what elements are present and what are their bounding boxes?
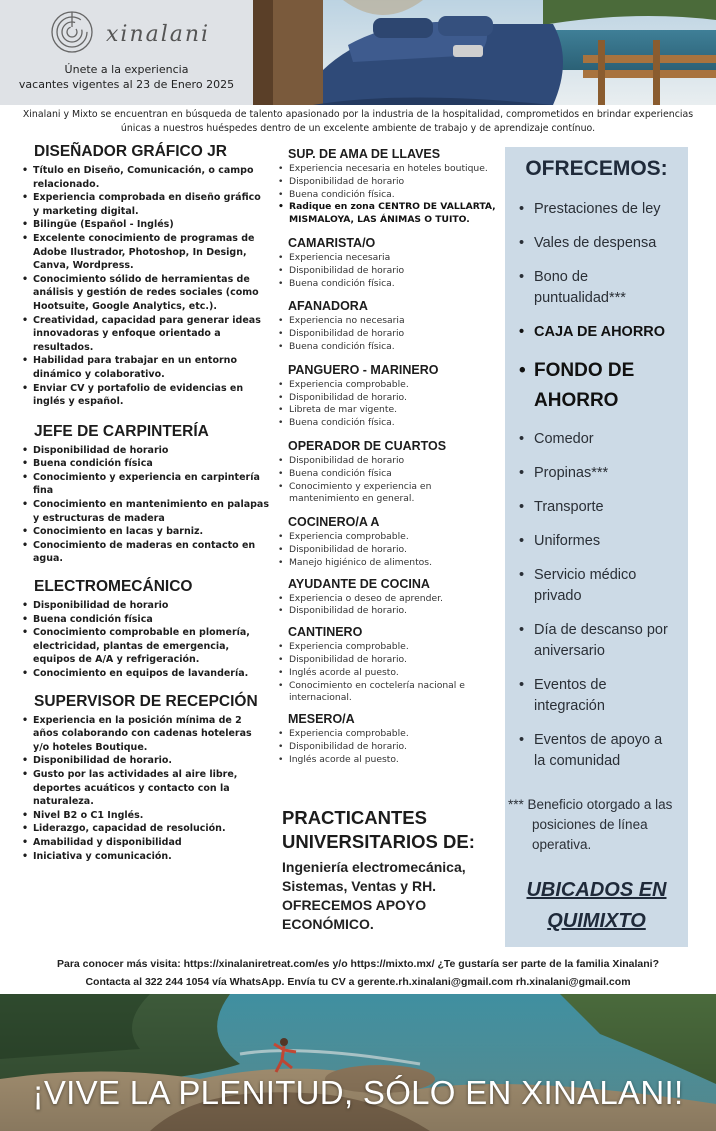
job-camarista [276,236,504,290]
job-title: COCINERO/A A [288,515,380,530]
job-title: CAMARISTA/O [288,235,376,250]
practicantes-body: Ingeniería electromecánica, Sistemas, Ventas y RH. OFRECEMOS APOYO ECONÓMICO. [282,859,466,932]
list-item: • Excelente conocimiento de programas de Adobe Ilustrador, Photoshop, In Design, Canva, Wordpress. [20,232,270,273]
bedroom-photo-illustration [253,0,716,105]
bedroom-photo [253,0,716,105]
job-title: OPERADOR DE CUARTOS [288,438,447,453]
list-item: • Inglés acorde al puesto. [276,667,504,680]
job-operador-cuartos [276,439,504,506]
beach-banner [0,994,716,1131]
job-panguero-marinero [276,363,504,430]
list-item: • CAJA DE AHORRO [517,322,676,343]
list-item: • Creatividad, capacidad para generar ideas innovadoras y enfoque orientado a resultados. [20,314,270,355]
list-item: • Prestaciones de ley [517,199,676,220]
list-item: • Título en Diseño, Comunicación, o campo relacionado. [20,164,270,191]
job-title: JEFE DE CARPINTERÍA [34,422,209,440]
job-jefe-carpinteria [20,423,270,566]
list-item: • Buena condición física. [276,189,504,202]
requirements-list [276,641,504,705]
list-item: • Día de descanso por aniversario [517,620,676,662]
list-item: • Conocimiento comprobable en plomería, electricidad, plantas de emergencia, equipos de A/A y refrigeración. [20,626,270,667]
list-item: • Buena condición física [20,457,270,471]
middle-job-column [276,147,504,767]
left-job-column [20,143,270,863]
requirements-list [20,714,270,864]
header [0,0,716,105]
contact-info [0,955,716,991]
list-item: • Disponibilidad de horario [276,455,504,468]
list-item: • Servicio médico privado [517,565,676,607]
requirements-list [20,599,270,681]
list-item: • Experiencia comprobada en diseño gráfico y marketing digital. [20,191,270,218]
benefits-title: OFRECEMOS: [525,157,668,180]
location-label: UBICADOS EN QUIMIXTO [526,879,667,932]
benefits-footnote: *** Beneficio otorgado a las posiciones de línea operativa. [508,797,673,852]
list-item: • Comedor [517,429,676,450]
list-item: • Conocimiento en coctelería nacional e internacional. [276,680,504,706]
list-item: • Habilidad para trabajar en un entorno dinámico y colaborativo. [20,354,270,381]
list-item: • Experiencia necesaria [276,252,504,265]
list-item: • Disponibilidad de horario [276,265,504,278]
list-item: • Experiencia o deseo de aprender. [276,593,504,606]
requirements-list [276,728,504,766]
requirements-list [276,455,504,506]
contact-line1: Para conocer más visita: https://xinalaniretreat.com/es y/o https://mixto.mx/ ¿Te gustaría ser parte de la familia Xinalani? [57,958,659,970]
list-item: • Experiencia necesaria en hoteles boutique. [276,163,504,176]
list-item: • Inglés acorde al puesto. [276,754,504,767]
list-item: • Disponibilidad de horario. [276,741,504,754]
requirements-list [20,444,270,566]
list-item: • Disponibilidad de horario [276,176,504,189]
list-item: • Disponibilidad de horario. [276,605,504,618]
tagline-line1: Únete a la experiencia [64,63,189,76]
list-item: • Eventos de integración [517,675,676,717]
practicantes-section [282,806,504,934]
list-item: • Gusto por las actividades al aire libre, deportes acuáticos y contacto con la naturaleza. [20,768,270,809]
benefits-panel [505,147,688,947]
list-item: • Experiencia comprobable. [276,728,504,741]
tagline [0,62,253,92]
tagline-line2: vacantes vigentes al 23 de Enero 2025 [18,78,235,91]
brand-wordmark: xinalani [106,22,211,47]
contact-line2: Contacta al 322 244 1054 vía WhatsApp. Envía tu CV a gerente.rh.xinalani@gmail.com rh.xinalani@gmail.com [85,976,631,988]
requirements-list [276,379,504,430]
list-item: • Transporte [517,497,676,518]
list-item: • Buena condición física. [276,341,504,354]
list-item: • Conocimiento en lacas y barniz. [20,525,270,539]
list-item: • Buena condición física. [276,278,504,291]
job-title: PANGUERO - MARINERO [288,362,439,377]
list-item: • Experiencia comprobable. [276,531,504,544]
job-sup-ama-de-llaves [276,147,504,227]
job-title: MESERO/A [288,712,355,727]
list-item: • Experiencia en la posición mínima de 2 años colaborando con cadenas hoteleras y/o hoteles Boutique. [20,714,270,755]
job-supervisor-recepcion [20,693,270,864]
job-cantinero [276,625,504,705]
list-item: • FONDO DE AHORRO [517,356,676,416]
requirements-list [276,315,504,353]
requirements-list [276,163,504,227]
list-item: • Disponibilidad de horario. [276,654,504,667]
list-item: • Enviar CV y portafolio de evidencias en inglés y español. [20,382,270,409]
list-item: • Disponibilidad de horario. [276,392,504,405]
benefits-list [517,199,676,772]
job-title: SUPERVISOR DE RECEPCIÓN [34,692,258,710]
job-afanadora [276,299,504,353]
list-item: • Disponibilidad de horario [276,328,504,341]
list-item: • Iniciativa y comunicación. [20,850,270,864]
practicantes-title: PRACTICANTES UNIVERSITARIOS DE: [282,807,475,852]
slogan: ¡VIVE LA PLENITUD, SÓLO EN XINALANI! [32,1074,684,1111]
job-title: AFANADORA [288,299,368,314]
job-ayudante-cocina [276,577,504,619]
list-item: • Disponibilidad de horario. [20,754,270,768]
list-item: • Amabilidad y disponibilidad [20,836,270,850]
list-item: • Disponibilidad de horario. [276,544,504,557]
list-item: • Buena condición física [20,613,270,627]
list-item: • Propinas*** [517,463,676,484]
job-disenador-grafico [20,143,270,409]
list-item: • Nivel B2 o C1 Inglés. [20,809,270,823]
list-item: • Disponibilidad de horario [20,444,270,458]
list-item: • Experiencia no necesaria [276,315,504,328]
list-item: • Libreta de mar vigente. [276,404,504,417]
list-item: • Conocimiento sólido de herramientas de análisis y gestión de redes sociales (como Hootsuite, Google Analytics, etc.). [20,273,270,314]
list-item: • Experiencia comprobable. [276,641,504,654]
job-electromecanico [20,578,270,681]
requirements-list [20,164,270,409]
list-item: • Vales de despensa [517,233,676,254]
job-mesero [276,712,504,766]
list-item: • Conocimiento en equipos de lavandería. [20,667,270,681]
job-title: SUP. DE AMA DE LLAVES [288,147,441,161]
job-title: AYUDANTE DE COCINA [288,576,430,591]
requirements-list [276,252,504,290]
job-title: DISEÑADOR GRÁFICO JR [34,143,227,160]
intro-text: Xinalani y Mixto se encuentran en búsqueda de talento apasionado por la industria de la hospitalidad, comprometidos en brindar experiencias únicas a nuestros huéspedes dentro de un excelente ambiente de trabajo y de aprendizaje contínuo. [22,109,694,134]
list-item: • Conocimiento y experiencia en mantenimiento en general. [276,481,504,507]
list-item: • Disponibilidad de horario [20,599,270,613]
job-cocinero [276,515,504,569]
list-item: • Conocimiento y experiencia en carpintería fina [20,471,270,498]
job-title: ELECTROMECÁNICO [34,578,193,596]
job-title: CANTINERO [288,625,363,640]
list-item: • Experiencia comprobable. [276,379,504,392]
list-item: • Radique en zona CENTRO DE VALLARTA, MISMALOYA, LAS ÁNIMAS O TUITO. [276,201,504,227]
list-item: • Buena condición física [276,468,504,481]
requirements-list [276,593,504,619]
list-item: • Bono de puntualidad*** [517,267,676,309]
list-item: • Uniformes [517,531,676,552]
requirements-list [276,531,504,569]
list-item: • Eventos de apoyo a la comunidad [517,730,676,772]
list-item: • Bilingüe (Español - Inglés) [20,218,270,232]
list-item: • Conocimiento de maderas en contacto en agua. [20,539,270,566]
labyrinth-logo-icon [50,10,94,54]
list-item: • Buena condición física. [276,417,504,430]
logo-box [0,0,253,105]
list-item: • Manejo higiénico de alimentos. [276,557,504,570]
list-item: • Liderazgo, capacidad de resolución. [20,822,270,836]
list-item: • Conocimiento en mantenimiento en palapas y estructuras de madera [20,498,270,525]
